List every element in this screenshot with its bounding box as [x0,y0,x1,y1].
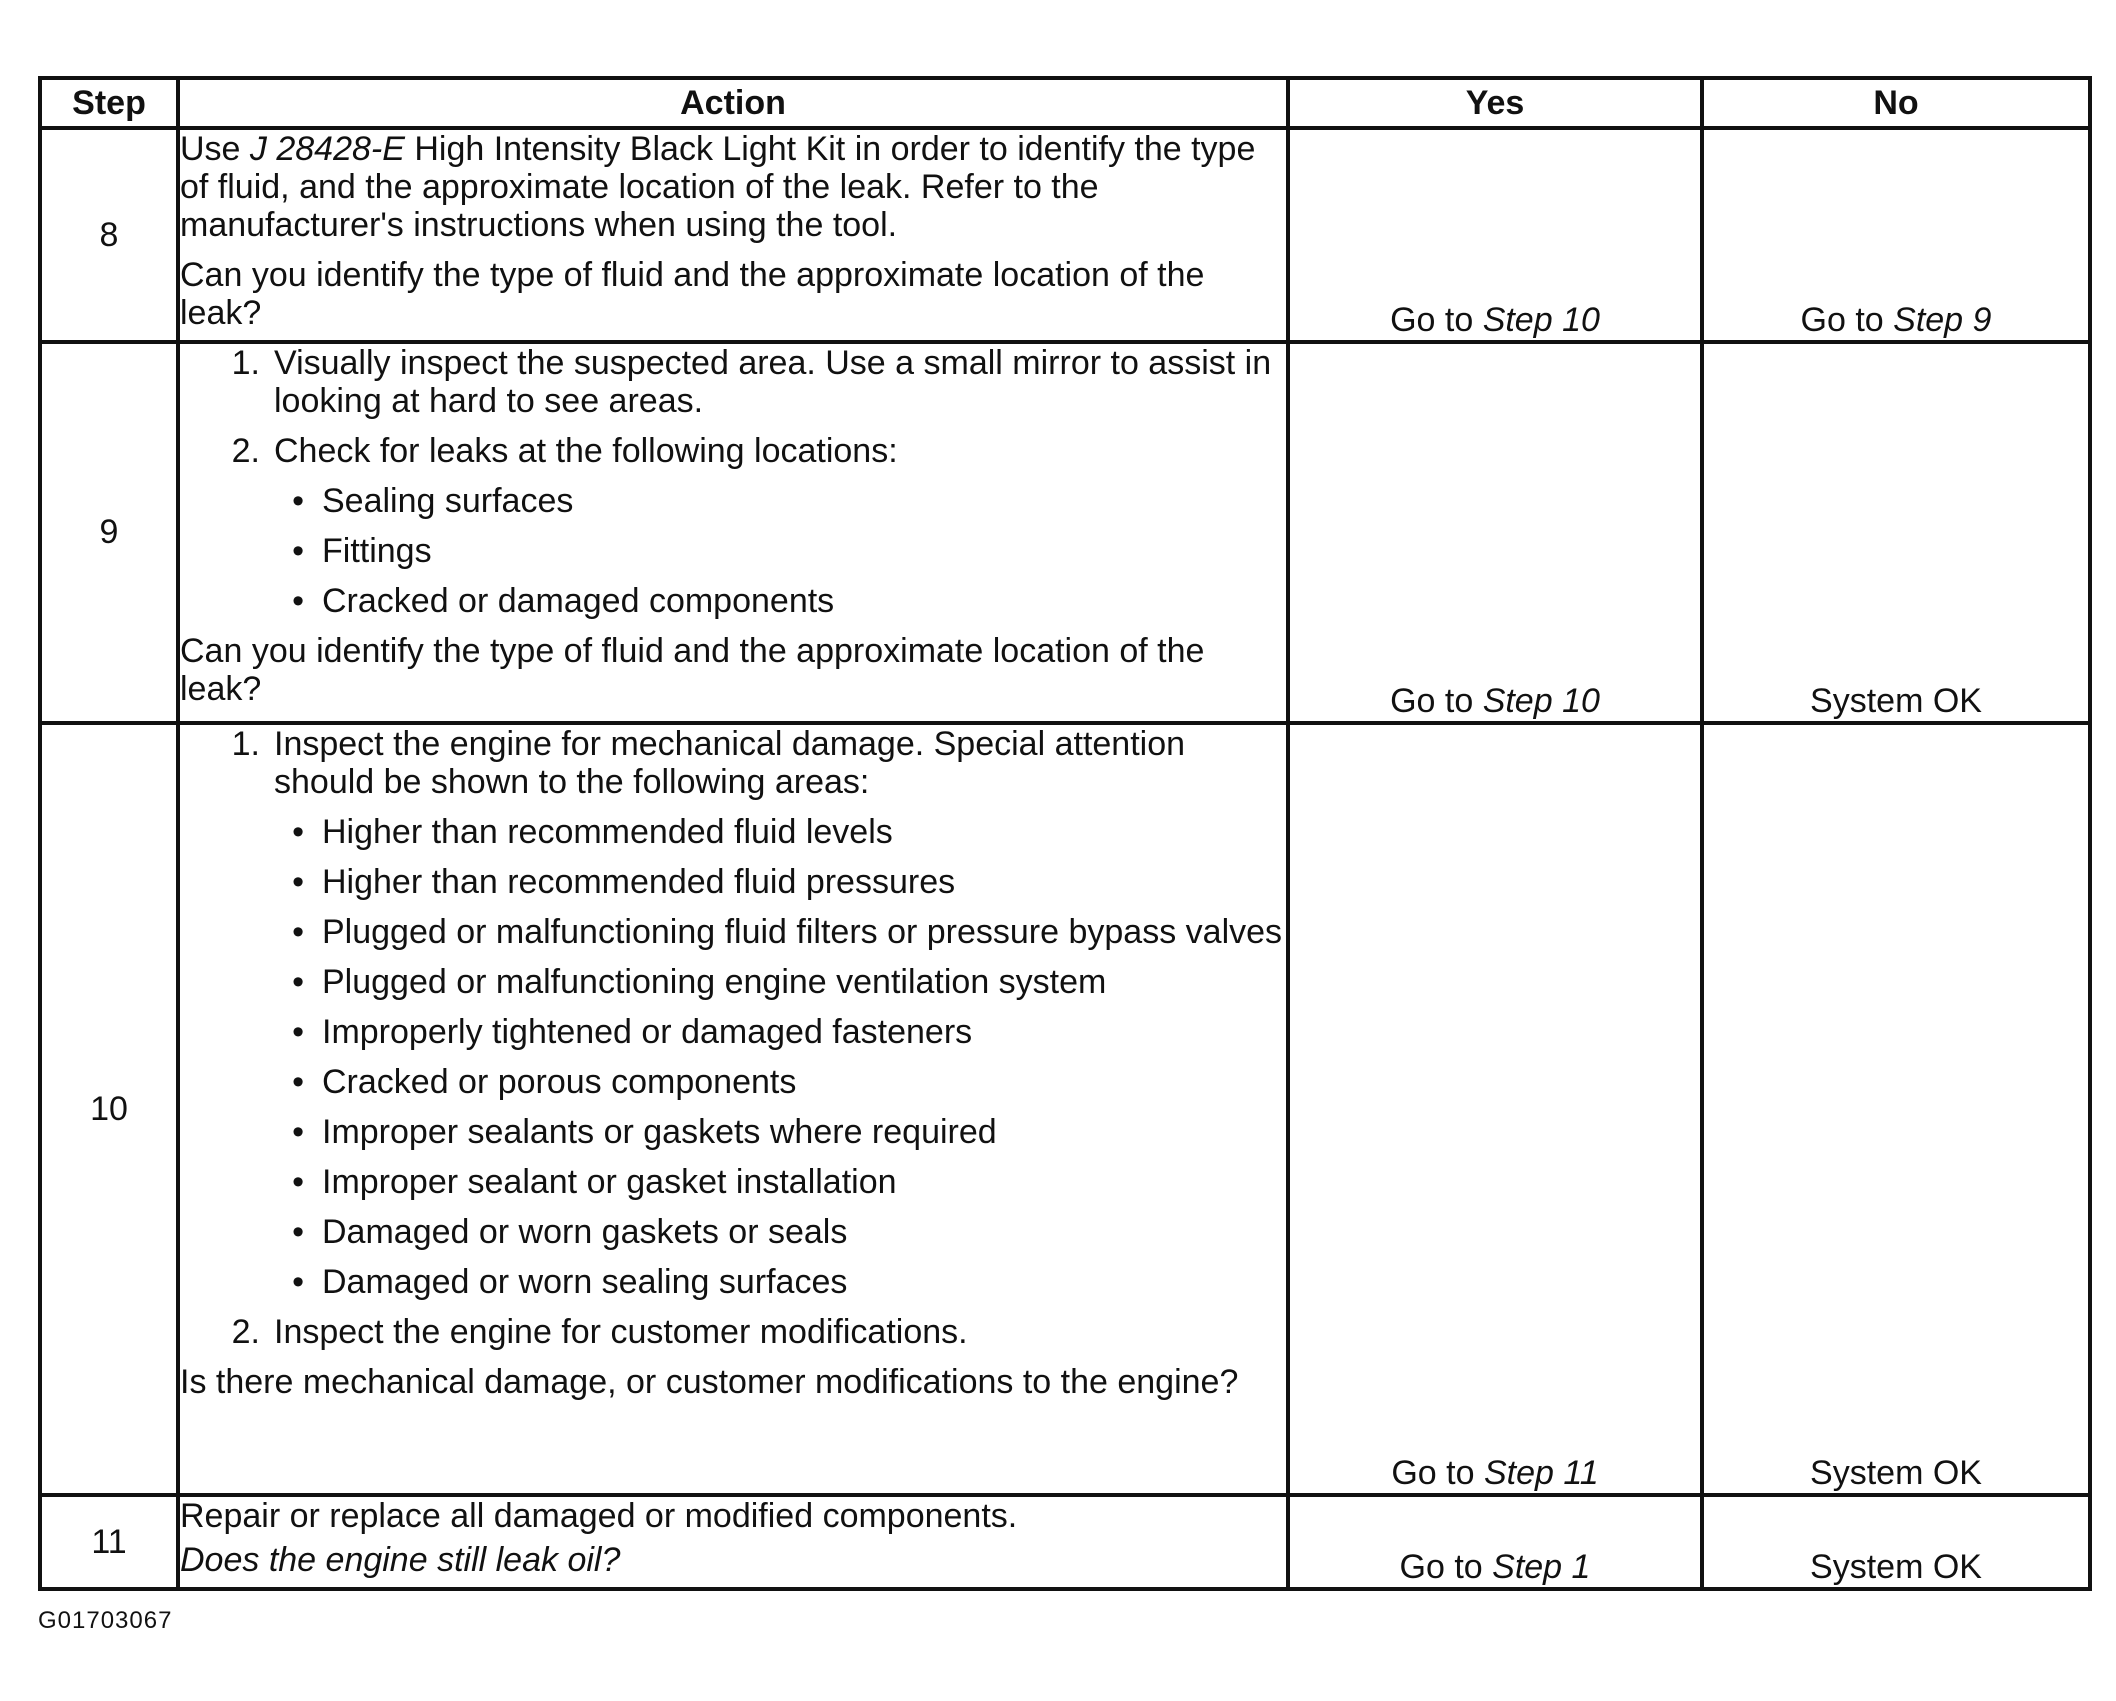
step-number: 11 [40,1495,178,1589]
header-row [40,78,2090,128]
yes-step-link: Step 10 [1482,682,1600,720]
header-no: No [1702,78,2090,128]
numbered-item: 1. Visually inspect the suspected area. Use a small mirror to assist in looking at hard to see areas. [231,344,1272,420]
no-cell: System OK [1702,1495,2090,1589]
yes-cell: Go to Step 11 [1288,723,1702,1495]
bullet-item: • Plugged or malfunctioning engine ventilation system [292,963,1107,1001]
yes-cell: Go to Step 10 [1288,128,1702,342]
diagnostic-table [38,76,2092,1591]
bullet-item: • Plugged or malfunctioning fluid filters or pressure bypass valves [292,913,1283,951]
bullet-item: • Improper sealant or gasket installation [292,1163,897,1201]
action-question: Can you identify the type of fluid and the approximate location of the leak? [180,256,1205,332]
action-cell [178,1495,1288,1589]
yes-step-link: Step 11 [1483,1454,1599,1492]
table-row-step-10 [40,723,2090,1495]
step-number: 9 [40,342,178,723]
no-step-link: Step 9 [1893,301,1992,339]
action-cell [178,723,1288,1495]
bullet-item: • Damaged or worn sealing surfaces [292,1263,848,1301]
step-number: 10 [40,723,178,1495]
bullet-item: • Sealing surfaces [292,482,574,520]
bullet-item: • Improperly tightened or damaged fasteners [292,1013,973,1051]
yes-step-link: Step 1 [1492,1548,1591,1586]
header-yes: Yes [1288,78,1702,128]
bullet-item: • Fittings [292,532,432,570]
no-cell: System OK [1702,723,2090,1495]
action-instruction: Repair or replace all damaged or modified components. [180,1497,1018,1535]
table-row-step-11 [40,1495,2090,1589]
numbered-item: 2. Inspect the engine for customer modifications. [231,1313,968,1351]
bullet-item: • Damaged or worn gaskets or seals [292,1213,848,1251]
bullet-item: • Higher than recommended fluid pressures [292,863,956,901]
table-row-step-9 [40,342,2090,723]
no-cell: System OK [1702,342,2090,723]
bullet-item: • Higher than recommended fluid levels [292,813,893,851]
bullet-item: • Improper sealants or gaskets where required [292,1113,997,1151]
numbered-item: 1. Inspect the engine for mechanical damage. Special attention should be shown to the following areas: [231,725,1186,801]
action-cell [178,342,1288,723]
action-question: Can you identify the type of fluid and the approximate location of the leak? [180,632,1205,708]
action-cell [178,128,1288,342]
action-instruction: Use J 28428-E High Intensity Black Light Kit in order to identify the type of fluid, and the approximate location of the leak. Refer to the manufacturer's instructions when using the tool. [180,130,1256,244]
yes-cell: Go to Step 1 [1288,1495,1702,1589]
bullet-list [180,482,1286,620]
no-cell: Go to Step 9 [1702,128,2090,342]
table-row-step-8 [40,128,2090,342]
bullet-item: • Cracked or porous components [292,1063,797,1101]
yes-step-link: Step 10 [1482,301,1600,339]
tool-name: J 28428-E [249,130,405,168]
bullet-item: • Cracked or damaged components [292,582,835,620]
figure-code: G01703067 [38,1607,173,1634]
action-question: Is there mechanical damage, or customer modifications to the engine? [180,1363,1239,1401]
numbered-item: 2. Check for leaks at the following locations: [231,432,898,470]
step-number: 8 [40,128,178,342]
header-action: Action [178,78,1288,128]
action-question: Does the engine still leak oil? [180,1541,621,1579]
header-step: Step [40,78,178,128]
yes-cell: Go to Step 10 [1288,342,1702,723]
bullet-list [180,813,1286,1301]
